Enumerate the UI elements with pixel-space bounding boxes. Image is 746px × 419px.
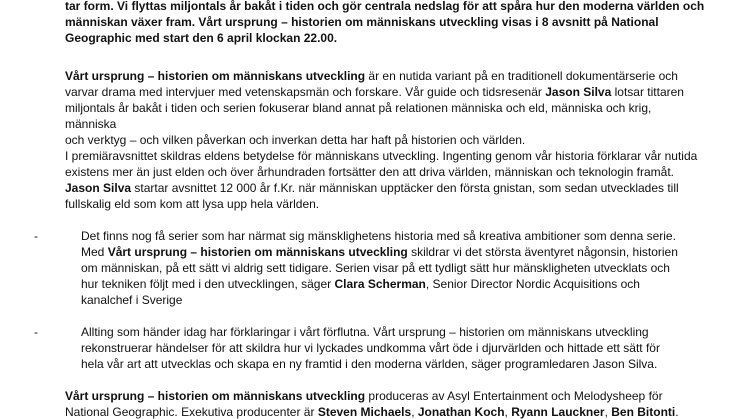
separator: , — [604, 405, 612, 419]
quote2-line-3: hela vår art att utvecklas och skapa en ny framtid i den moderna världen, säger programledaren Jason Silva. — [81, 357, 658, 371]
quote-dash-2: - — [34, 325, 38, 339]
producer-3: Ryann Lauckner — [511, 405, 605, 419]
lead-paragraph — [65, 0, 705, 46]
quote1-series-title: Vårt ursprung – historien om människans utveckling — [107, 245, 408, 259]
separator: , — [504, 405, 512, 419]
quote1-line-5: kanalchef i Sverige — [81, 293, 183, 307]
premiere-line-4: fullskalig eld som kom att lysa upp hela världen. — [65, 197, 320, 211]
producer-2: Jonathan Koch — [417, 405, 505, 419]
quote1-line-4-end: , Senior Director Nordic Acquisitions och — [425, 277, 640, 291]
guide-name: Jason Silva — [545, 85, 612, 99]
intro-line-1: är en nutida variant på en traditionell dokumentärserie och — [365, 69, 678, 83]
production-line-2: National Geographic. Exekutiva producenter är — [65, 405, 318, 419]
quote1-line-1: Det finns nog få serier som har närmat sig mänsklighetens historia med så kreativa ambitioner som denna serie. — [81, 229, 676, 243]
separator: , — [411, 405, 418, 419]
quote2-line-1: Allting som händer idag har förklaringar i vårt förflutna. Vårt ursprung – historien om människans utveckling — [81, 325, 649, 339]
intro-line-3: miljontals år bakåt i tiden och serien fokuserar bland annat på relationen människa och eld, människa och krig, människa — [65, 101, 652, 131]
lead-line-1: tar form. Vi flyttas miljontals år bakåt i tiden och gör centrala nedslag för att spåra hur den moderna världen och — [65, 0, 705, 13]
quote1-line-3: om människan, på ett sätt vi aldrig sett tidigare. Serien visar på ett tydligt sätt hur mänskligheten utvecklats och — [81, 261, 670, 275]
quote2-line-2: rekonstruerar händelser för att skildra hur vi lyckades undkomma vårt öde i djurvärlden och hittade ett sätt för — [81, 341, 660, 355]
quote-dash-1: - — [34, 229, 38, 243]
premiere-line-2: existens mer än just elden och över århundraden fortsätter den att driva världen, människan och teknologin framåt. — [65, 165, 675, 179]
production-line-1: produceras av Asyl Entertainment och Melodysheep för — [365, 389, 663, 403]
production-paragraph — [65, 388, 705, 419]
producer-1: Steven Michaels — [317, 405, 412, 419]
intro-paragraph — [65, 68, 705, 148]
line-end: . — [675, 405, 679, 419]
quote1-line-2-end: skildrar vi det största äventyret någonsin, historien — [407, 245, 678, 259]
producer-4: Ben Bitonti — [611, 405, 676, 419]
intro-line-2: varvar drama med intervjuer med vetenskapsmän och forskare. Vår guide och tidsresenär — [65, 85, 546, 99]
series-title: Vårt ursprung – historien om människans utveckling — [65, 69, 366, 83]
quote-scherman — [81, 228, 711, 308]
lead-line-3: Geographic med start den 6 april klockan 22.00. — [65, 31, 338, 45]
quote1-speaker: Clara Scherman — [334, 277, 426, 291]
quote1-line-2-start: Med — [81, 245, 108, 259]
production-series-title: Vårt ursprung – historien om människans utveckling — [65, 389, 366, 403]
intro-line-2-end: lotsar tittaren — [611, 85, 684, 99]
premiere-paragraph — [65, 148, 705, 212]
intro-line-4: och verktyg – och vilken påverkan och inverkan detta har haft på historien och världen. — [65, 133, 526, 147]
host-name: Jason Silva — [65, 181, 132, 195]
premiere-line-1: I premiäravsnittet skildras eldens betydelse för människans utveckling. Ingenting genom vår historia förklarar vår nutida — [65, 149, 698, 163]
premiere-line-3: startar avsnittet 12 000 år f.Kr. när människan upptäcker den första gnistan, som sedan utvecklades till — [131, 181, 679, 195]
quote1-line-4-start: hur tekniken följt med i den utvecklingen, säger — [81, 277, 335, 291]
quote-silva — [81, 324, 711, 372]
lead-line-2: människan växer fram. Vårt ursprung – historien om människans utveckling visas i 8 avsnitt på National — [65, 15, 659, 29]
